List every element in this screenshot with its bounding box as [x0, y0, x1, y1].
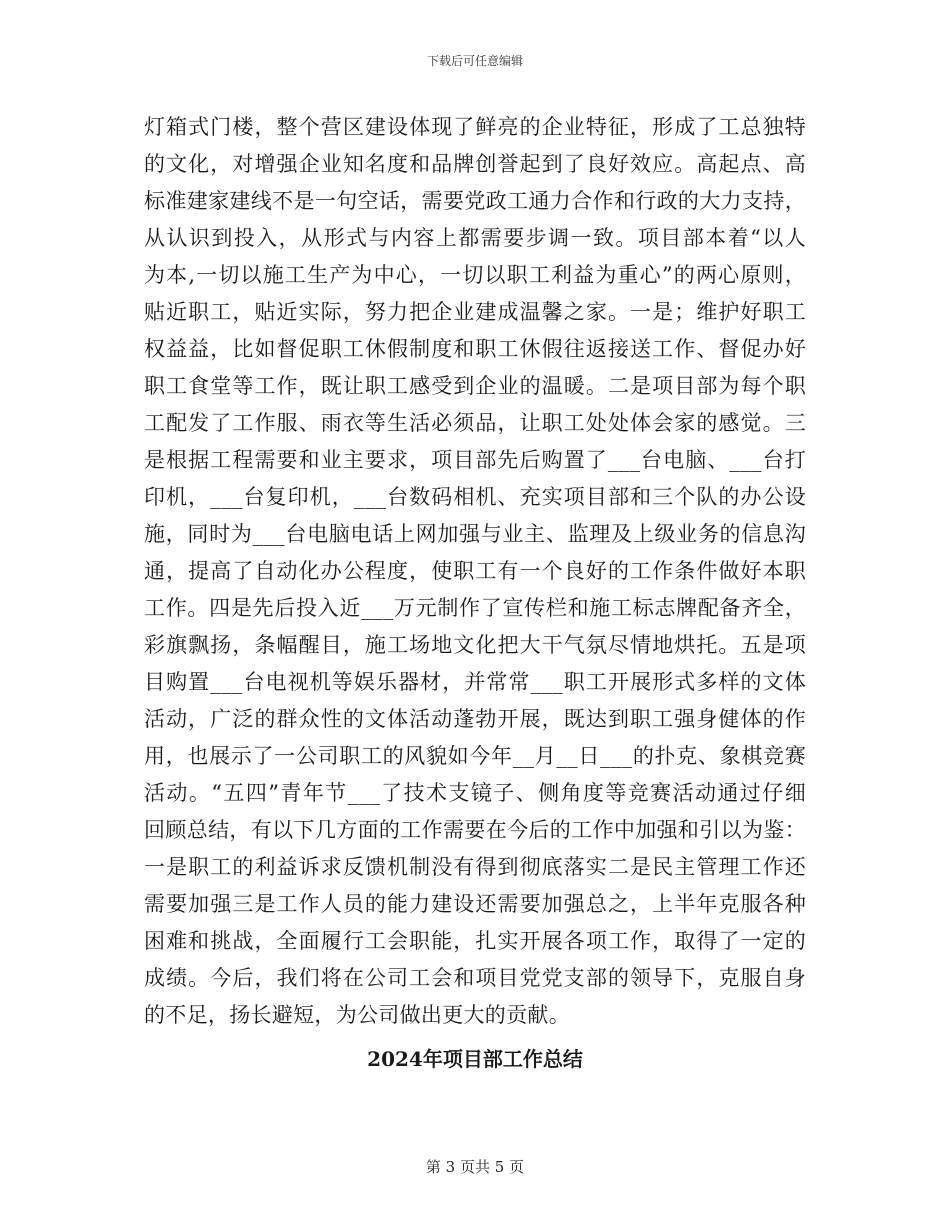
text-line: 活动，广泛的群众性的文体活动蓬勃开展，既达到职工强身健体的作	[144, 707, 806, 731]
section-title: 2024年项目部工作总结	[367, 1047, 583, 1071]
text-line: 灯箱式门楼，整个营区建设体现了鲜亮的企业特征，形成了工总独特	[144, 115, 806, 139]
text-line: 活动。“五四”青年节___了技术支镜子、侧角度等竞赛活动通过仔细	[144, 781, 806, 805]
text-line: 是根据工程需要和业主要求，项目部先后购置了___台电脑、___台打	[144, 448, 806, 472]
text-line: 权益益，比如督促职工休假制度和职工休假往返接送工作、督促办好	[144, 337, 806, 361]
text-line: 成绩。今后，我们将在公司工会和项目党党支部的领导下，克服自身	[144, 966, 806, 990]
body-paragraph	[144, 109, 806, 1034]
text-line: 的不足，扬长避短，为公司做出更大的贡献。	[144, 1003, 570, 1027]
text-line: 目购置___台电视机等娱乐器材，并常常___职工开展形式多样的文体	[144, 670, 806, 694]
text-line: 一是职工的利益诉求反馈机制没有得到彻底落实二是民主管理工作还	[144, 855, 806, 879]
text-line: 回顾总结，有以下几方面的工作需要在今后的工作中加强和引以为鉴：	[144, 818, 806, 842]
text-line: 通，提高了自动化办公程度，使职工有一个良好的工作条件做好本职	[144, 559, 806, 583]
text-line: 工作。四是先后投入近___万元制作了宣传栏和施工标志牌配备齐全，	[144, 596, 806, 620]
text-line: 标准建家建线不是一句空话，需要党政工通力合作和行政的大力支持，	[144, 189, 806, 213]
text-line: 为本,一切以施工生产为中心，一切以职工利益为重心”的两心原则，	[144, 263, 806, 287]
text-line: 彩旗飘扬，条幅醒目，施工场地文化把大干气氛尽情地烘托。五是项	[144, 633, 806, 657]
text-line: 施，同时为___台电脑电话上网加强与业主、监理及上级业务的信息沟	[144, 522, 806, 546]
text-line: 从认识到投入，从形式与内容上都需要步调一致。项目部本着“以人	[144, 226, 806, 250]
text-line: 困难和挑战，全面履行工会职能，扎实开展各项工作，取得了一定的	[144, 929, 806, 953]
text-line: 职工食堂等工作，既让职工感受到企业的温暖。二是项目部为每个职	[144, 374, 806, 398]
text-line: 用，也展示了一公司职工的风貌如今年__月__日___的扑克、象棋竞赛	[144, 744, 806, 768]
page-number: 第 3 页共 5 页	[425, 1158, 525, 1176]
text-line: 印机，___台复印机，___台数码相机、充实项目部和三个队的办公设	[144, 485, 806, 509]
text-line: 的文化，对增强企业知名度和品牌创誉起到了良好效应。高起点、高	[144, 152, 806, 176]
text-line: 贴近职工，贴近实际，努力把企业建成温馨之家。一是；维护好职工	[144, 300, 806, 324]
page-header-note: 下载后可任意编辑	[426, 54, 523, 68]
text-line: 工配发了工作服、雨衣等生活必须品，让职工处处体会家的感觉。三	[144, 411, 806, 435]
text-line: 需要加强三是工作人员的能力建设还需要加强总之，上半年克服各种	[144, 892, 806, 916]
